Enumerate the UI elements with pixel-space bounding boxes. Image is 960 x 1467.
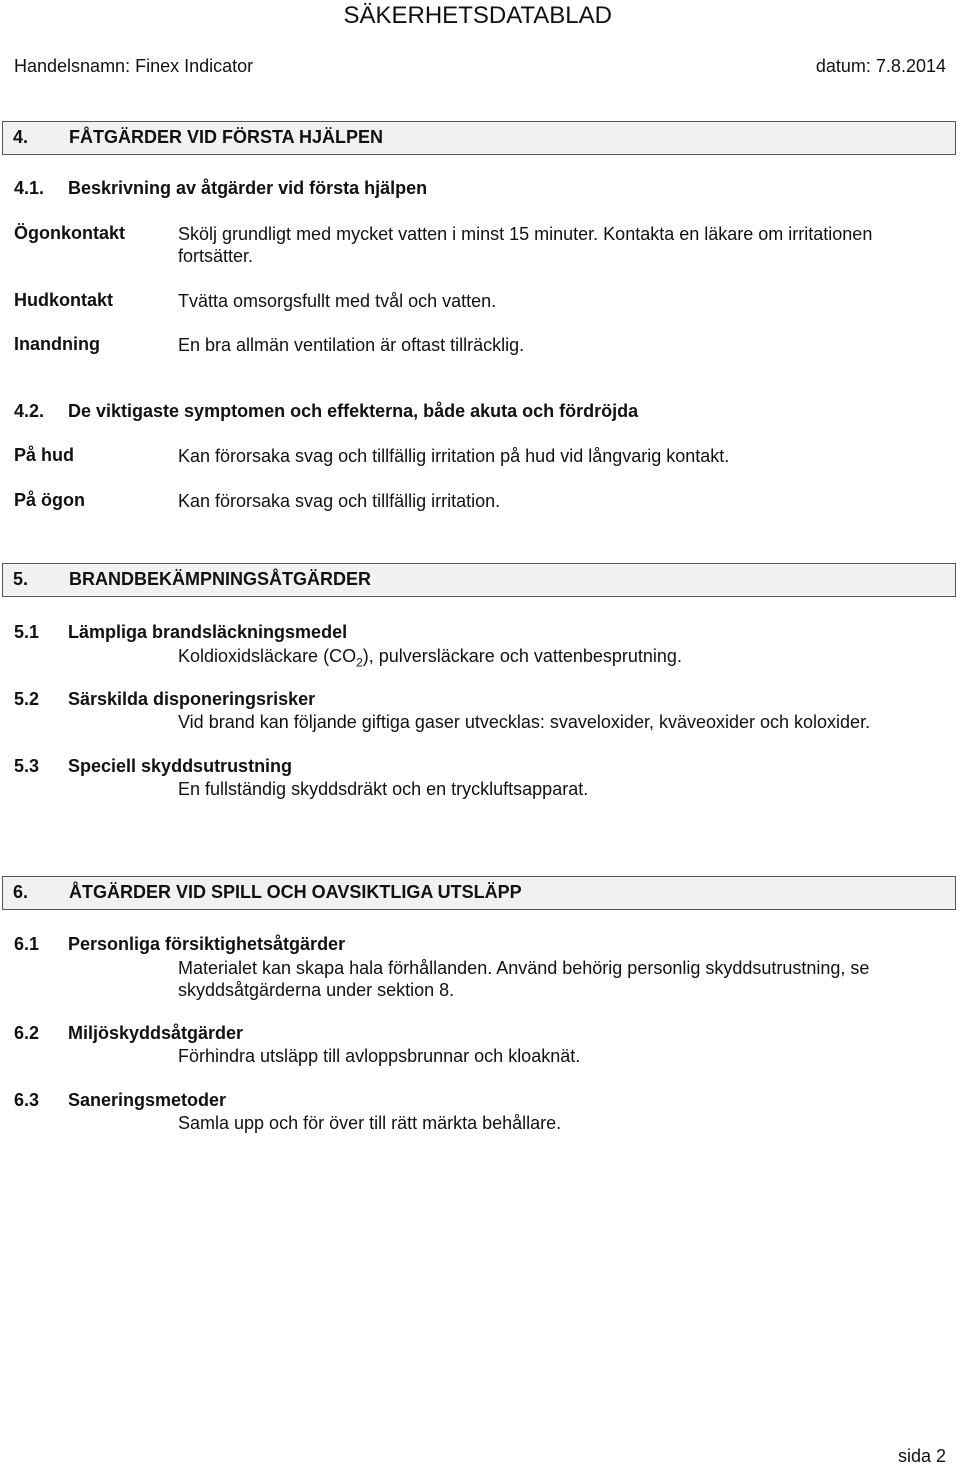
extinguishing-media-text: [178, 645, 682, 674]
inhalation-text: En bra allmän ventilation är oftast tillräcklig.: [178, 335, 525, 355]
skin-contact-text: Tvätta omsorgsfullt med tvål och vatten.: [178, 291, 497, 311]
subsection-number: 6.3: [14, 1090, 40, 1110]
skin-contact-label: Hudkontakt: [14, 290, 113, 310]
subsection-title: Speciell skyddsutrustning: [68, 756, 293, 776]
subsection-title: Särskilda disponeringsrisker: [68, 689, 316, 709]
personal-precautions-text-line-2: skyddsåtgärderna under sektion 8.: [178, 980, 455, 1000]
section-number: 4.: [13, 127, 29, 147]
inhalation-label: Inandning: [14, 334, 100, 354]
eye-contact-text-line-1: Skölj grundligt med mycket vatten i minst 15 minuter. Kontakta en läkare om irritationen: [178, 224, 873, 244]
section-4-header: [2, 121, 956, 155]
section-number: 5.: [13, 569, 29, 589]
document-date: datum: 7.8.2014: [815, 56, 946, 76]
section-title: FÅTGÄRDER VID FÖRSTA HJÄLPEN: [69, 127, 384, 147]
protective-equipment-text: En fullständig skyddsdräkt och en tryckluftsapparat.: [178, 779, 589, 799]
subsection-number: 5.2: [14, 689, 40, 709]
special-hazards-text: Vid brand kan följande giftiga gaser utvecklas: svaveloxider, kväveoxider och koloxider.: [178, 712, 871, 732]
on-skin-text: Kan förorsaka svag och tillfällig irritation på hud vid långvarig kontakt.: [178, 446, 730, 466]
section-title: BRANDBEKÄMPNINGSÅTGÄRDER: [69, 569, 372, 589]
section-number: 6.: [13, 882, 29, 902]
page-number: sida 2: [897, 1446, 946, 1466]
subsection-title: Saneringsmetoder: [68, 1090, 227, 1110]
section-title: ÅTGÄRDER VID SPILL OCH OAVSIKTLIGA UTSLÄPP: [69, 882, 522, 902]
text-part: ), pulversläckare och vattenbesprutning.: [362, 646, 682, 666]
subsection-title: Miljöskyddsåtgärder: [68, 1023, 244, 1043]
on-eyes-text: Kan förorsaka svag och tillfällig irritation.: [178, 491, 501, 511]
section-6-header: [2, 876, 956, 910]
subsection-number: 6.2: [14, 1023, 40, 1043]
eye-contact-label: Ögonkontakt: [14, 223, 125, 243]
on-eyes-label: På ögon: [14, 490, 85, 510]
eye-contact-text-line-2: fortsätter.: [178, 246, 254, 266]
subsection-title: Beskrivning av åtgärder vid första hjälpen: [68, 178, 428, 198]
personal-precautions-text-line-1: Materialet kan skapa hala förhållanden. Använd behörig personlig skyddsutrustning, se: [178, 958, 870, 978]
subsection-number: 5.1: [14, 622, 40, 642]
document-title: SÄKERHETSDATABLAD: [343, 2, 612, 29]
subsection-title: Personliga försiktighetsåtgärder: [68, 934, 346, 954]
subsection-number: 4.2.: [14, 401, 45, 421]
subsection-title: De viktigaste symptomen och effekterna, både akuta och fördröjda: [68, 401, 639, 421]
subscript-2: 2: [356, 655, 363, 670]
text-part: Koldioxidsläckare (CO: [178, 646, 357, 666]
environmental-precautions-text: Förhindra utsläpp till avloppsbrunnar och kloaknät.: [178, 1046, 581, 1066]
cleanup-methods-text: Samla upp och för över till rätt märkta behållare.: [178, 1113, 562, 1133]
subsection-number: 5.3: [14, 756, 40, 776]
on-skin-label: På hud: [14, 445, 75, 465]
trade-name: Handelsnamn: Finex Indicator: [14, 56, 254, 76]
subsection-number: 6.1: [14, 934, 40, 954]
subsection-number: 4.1.: [14, 178, 45, 198]
subsection-title: Lämpliga brandsläckningsmedel: [68, 622, 348, 642]
section-5-header: [2, 563, 956, 597]
